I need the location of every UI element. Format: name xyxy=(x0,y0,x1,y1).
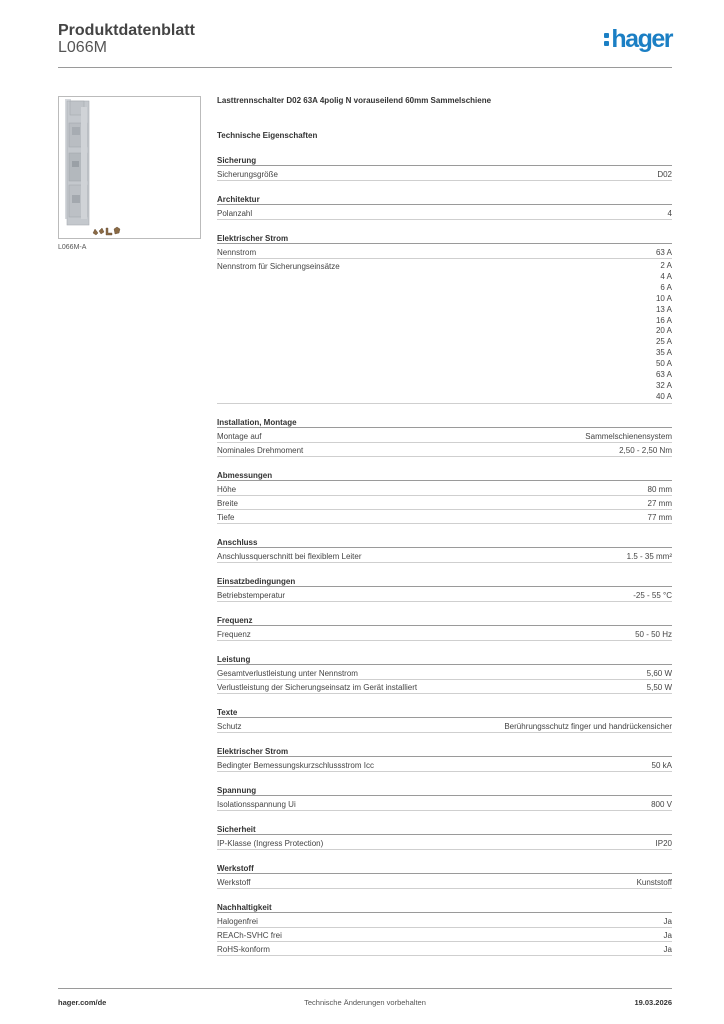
spec-value-item: 10 A xyxy=(655,293,672,303)
spec-label: Frequenz xyxy=(217,629,251,639)
document-title: Produktdatenblatt xyxy=(58,22,195,39)
spec-section xyxy=(217,471,672,524)
spec-value: 50 kA xyxy=(651,760,672,770)
spec-label: IP-Klasse (Ingress Protection) xyxy=(217,838,324,848)
spec-row xyxy=(217,875,672,889)
spec-section xyxy=(217,903,672,956)
spec-label: Halogenfrei xyxy=(217,916,258,926)
spec-value-item: 4 A xyxy=(660,271,672,281)
spec-value: 80 mm xyxy=(647,484,672,494)
section-title: Spannung xyxy=(217,786,672,796)
spec-row xyxy=(217,245,672,259)
spec-value: IP20 xyxy=(655,838,672,848)
spec-row xyxy=(217,797,672,811)
section-title: Werkstoff xyxy=(217,864,672,874)
spec-row xyxy=(217,167,672,181)
spec-value: -25 - 55 °C xyxy=(633,590,672,600)
spec-row xyxy=(217,443,672,457)
spec-section xyxy=(217,418,672,457)
hager-logo: hager xyxy=(604,26,672,52)
spec-row xyxy=(217,627,672,641)
spec-row xyxy=(217,758,672,772)
spec-label: Tiefe xyxy=(217,512,235,522)
spec-label: Montage auf xyxy=(217,431,262,441)
spec-value: 4 xyxy=(667,209,672,218)
spec-row xyxy=(217,680,672,694)
spec-row xyxy=(217,836,672,850)
spec-value-item: 20 A xyxy=(655,326,672,336)
spec-section xyxy=(217,195,672,220)
spec-value-item: 35 A xyxy=(655,348,672,358)
spec-label: Breite xyxy=(217,498,238,508)
section-title: Nachhaltigkeit xyxy=(217,903,672,913)
page-header xyxy=(58,20,672,68)
spec-section xyxy=(217,655,672,694)
spec-row xyxy=(217,429,672,443)
spec-label: Verlustleistung der Sicherungseinsatz im Gerät installiert xyxy=(217,682,418,692)
spec-value: Ja xyxy=(663,916,672,926)
spec-value-item: 40 A xyxy=(655,391,672,401)
spec-value: Berührungsschutz finger und handrückensicher xyxy=(504,721,672,731)
switch-disconnector-illustration xyxy=(59,97,201,239)
spec-label: Schutz xyxy=(217,721,242,731)
section-title: Elektrischer Strom xyxy=(217,234,672,244)
spec-value: 5,50 W xyxy=(646,682,672,692)
spec-value: Ja xyxy=(663,930,672,940)
spec-value: 1.5 - 35 mm² xyxy=(626,551,672,561)
spec-row xyxy=(217,719,672,733)
spec-value xyxy=(656,261,672,403)
spec-section xyxy=(217,156,672,181)
section-title: Einsatzbedingungen xyxy=(217,577,672,587)
spec-row xyxy=(217,928,672,942)
section-title: Sicherheit xyxy=(217,825,672,835)
spec-row xyxy=(217,588,672,602)
product-image xyxy=(58,96,201,239)
footer-date: 19.03.2026 xyxy=(634,998,672,1007)
spec-value: 800 V xyxy=(651,799,672,809)
spec-value-item: 25 A xyxy=(655,337,672,347)
section-title: Abmessungen xyxy=(217,471,672,481)
spec-row xyxy=(217,482,672,496)
section-title: Sicherung xyxy=(217,156,672,166)
spec-label: RoHS-konform xyxy=(217,944,270,954)
spec-label: Sicherungsgröße xyxy=(217,170,278,179)
spec-label: Anschlussquerschnitt bei flexiblem Leiter xyxy=(217,551,362,561)
product-description: Lasttrennschalter D02 63A 4polig N vorauseilend 60mm Sammelschiene xyxy=(217,96,492,105)
footer-disclaimer: Technische Änderungen vorbehalten xyxy=(304,998,426,1007)
spec-label: Bedingter Bemessungskurzschlussstrom Icc xyxy=(217,760,374,770)
spec-row xyxy=(217,510,672,524)
spec-row xyxy=(217,259,672,404)
section-title: Leistung xyxy=(217,655,672,665)
page-footer xyxy=(58,988,672,1008)
spec-label: Nominales Drehmoment xyxy=(217,445,304,455)
spec-value: 5,60 W xyxy=(646,668,672,678)
spec-label: Betriebstemperatur xyxy=(217,590,286,600)
spec-section xyxy=(217,864,672,889)
spec-row xyxy=(217,942,672,956)
technical-properties-heading: Technische Eigenschaften xyxy=(217,131,318,140)
spec-value-item: 63 A xyxy=(655,370,672,380)
spec-section xyxy=(217,825,672,850)
product-code: L066M xyxy=(58,39,107,56)
section-title: Elektrischer Strom xyxy=(217,747,672,757)
spec-value: 50 - 50 Hz xyxy=(635,629,672,639)
section-title: Anschluss xyxy=(217,538,672,548)
spec-value-item: 6 A xyxy=(660,282,672,292)
spec-value: 2,50 - 2,50 Nm xyxy=(619,445,672,455)
section-title: Architektur xyxy=(217,195,672,205)
spec-value-item: 50 A xyxy=(655,359,672,369)
spec-value: Ja xyxy=(663,944,672,954)
spec-row xyxy=(217,496,672,510)
spec-label: Werkstoff xyxy=(217,877,251,887)
spec-section xyxy=(217,234,672,404)
spec-row xyxy=(217,914,672,928)
spec-sections xyxy=(217,156,672,956)
spec-content xyxy=(217,95,672,956)
spec-label: Höhe xyxy=(217,484,237,494)
spec-value-item: 16 A xyxy=(655,315,672,325)
spec-label: Gesamtverlustleistung unter Nennstrom xyxy=(217,668,358,678)
spec-section xyxy=(217,786,672,811)
spec-value: Sammelschienensystem xyxy=(585,431,672,441)
spec-section xyxy=(217,616,672,641)
section-title: Texte xyxy=(217,708,672,718)
spec-section xyxy=(217,708,672,733)
spec-row xyxy=(217,206,672,220)
spec-value: Kunststoff xyxy=(636,877,672,887)
spec-value-item: 13 A xyxy=(655,304,672,314)
spec-label: Nennstrom xyxy=(217,248,257,257)
spec-value: D02 xyxy=(657,170,672,179)
spec-label: REACh-SVHC frei xyxy=(217,930,282,940)
spec-section xyxy=(217,538,672,563)
footer-website: hager.com/de xyxy=(58,998,107,1007)
spec-label: Isolationsspannung Ui xyxy=(217,799,296,809)
spec-label: Polanzahl xyxy=(217,209,253,218)
spec-label: Nennstrom für Sicherungseinsätze xyxy=(217,262,340,271)
spec-value-item: 32 A xyxy=(655,380,672,390)
section-title: Installation, Montage xyxy=(217,418,672,428)
section-title: Frequenz xyxy=(217,616,672,626)
spec-row xyxy=(217,549,672,563)
spec-value-item: 2 A xyxy=(660,261,672,270)
spec-section xyxy=(217,747,672,772)
spec-value: 27 mm xyxy=(647,498,672,508)
spec-value: 63 A xyxy=(655,248,672,257)
image-caption: L066M-A xyxy=(58,244,87,251)
spec-row xyxy=(217,666,672,680)
spec-section xyxy=(217,577,672,602)
logo-dots-icon xyxy=(604,33,609,46)
spec-value: 77 mm xyxy=(647,512,672,522)
